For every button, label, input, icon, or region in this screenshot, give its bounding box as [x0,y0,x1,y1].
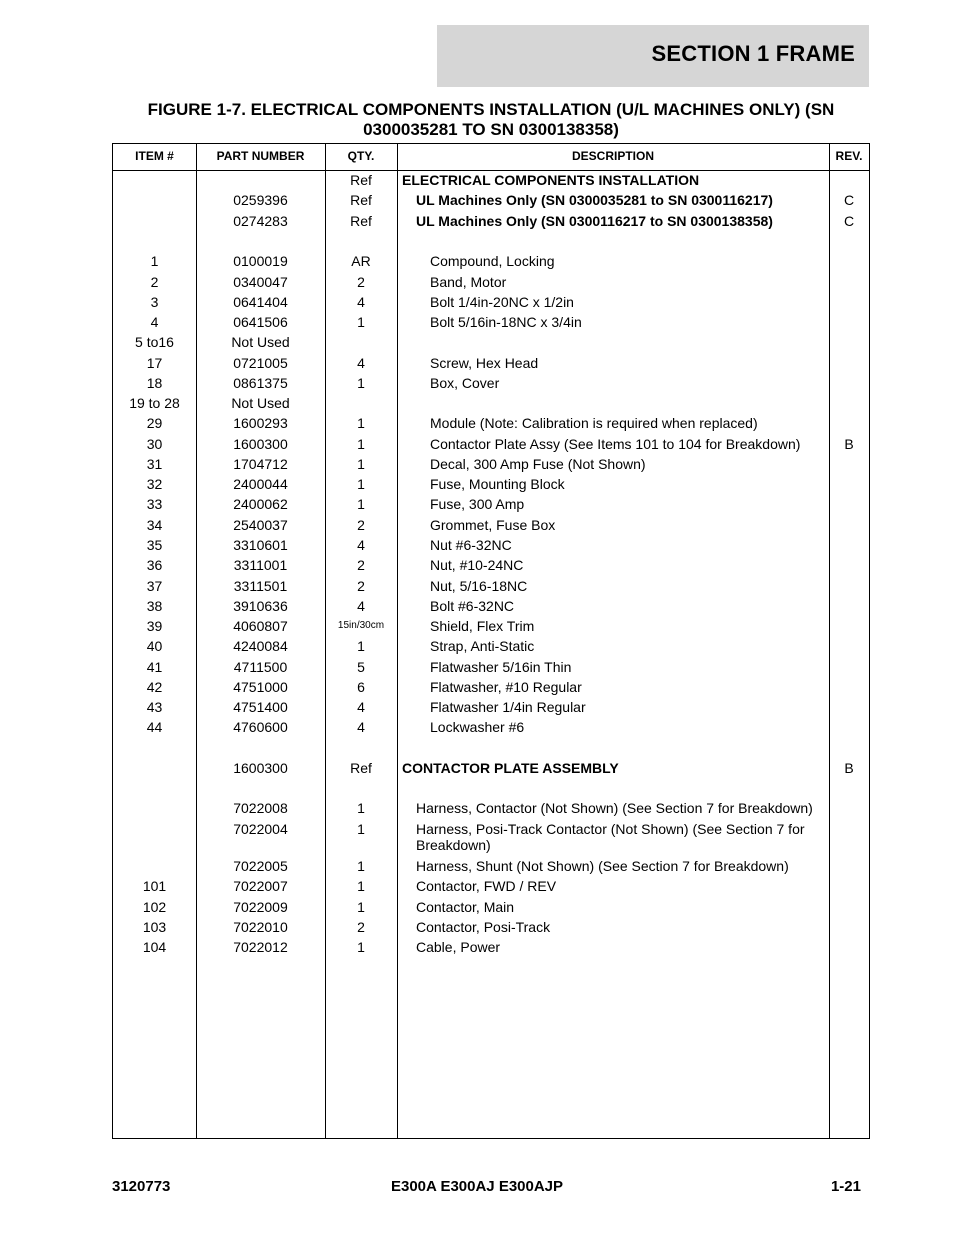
description: Screw, Hex Head [430,355,539,371]
part-number: 1600293 [233,415,288,431]
part-number: 0259396 [233,192,288,208]
description: Decal, 300 Amp Fuse (Not Shown) [430,456,646,472]
quantity: Ref [350,172,372,188]
description: Band, Motor [430,274,507,290]
part-number: 2540037 [233,517,288,533]
description: Harness, Contactor (Not Shown) (See Section 7 for Breakdown) [416,800,813,816]
item-number: 19 to 28 [129,395,180,411]
description: Contactor, FWD / REV [416,878,557,894]
part-number: 1600300 [233,760,288,776]
description: Fuse, 300 Amp [430,496,525,512]
description: ELECTRICAL COMPONENTS INSTALLATION [402,172,700,188]
part-number: Not Used [231,395,290,411]
quantity: 4 [357,699,365,715]
part-number: 0274283 [233,213,288,229]
quantity: 1 [357,456,365,472]
description: Harness, Shunt (Not Shown) (See Section 7 for Breakdown) [416,858,789,874]
quantity: 2 [357,578,365,594]
description: Cable, Power [416,939,501,955]
column-divider [829,144,830,1138]
description: Nut, #10-24NC [430,557,524,573]
quantity: 2 [357,274,365,290]
description: Bolt #6-32NC [430,598,515,614]
item-number: 3 [150,294,159,310]
item-number: 43 [146,699,163,715]
item-number: 17 [146,355,163,371]
revision: B [844,436,854,452]
quantity: 1 [357,939,365,955]
quantity: 1 [357,375,365,391]
item-number: 32 [146,476,163,492]
quantity: Ref [350,213,372,229]
quantity: AR [351,253,371,269]
part-number: 3311501 [233,578,288,594]
description: Contactor Plate Assy (See Items 101 to 104 for Breakdown) [430,436,801,452]
description: Nut, 5/16-18NC [430,578,528,594]
quantity: 1 [357,899,365,915]
quantity: 1 [357,878,365,894]
quantity: Ref [350,760,372,776]
quantity: 4 [357,719,365,735]
description: Flatwasher 1/4in Regular [430,699,586,715]
description: CONTACTOR PLATE ASSEMBLY [402,760,619,776]
item-number: 42 [146,679,163,695]
description: Strap, Anti-Static [430,638,535,654]
quantity: 1 [357,496,365,512]
column-header-item: ITEM # [135,149,174,163]
item-number: 30 [146,436,163,452]
quantity: 5 [357,659,365,675]
quantity: 4 [357,537,365,553]
part-number: 4060807 [233,618,288,634]
quantity: 1 [357,800,365,816]
quantity: 1 [357,638,365,654]
part-number: 2400062 [233,496,288,512]
item-number: 29 [146,415,163,431]
quantity: 1 [357,415,365,431]
item-number: 33 [146,496,163,512]
column-header-rev: REV. [835,149,863,163]
part-number: 4240084 [233,638,288,654]
description: UL Machines Only (SN 0300035281 to SN 0300116217) [416,192,773,208]
header-divider [113,170,869,171]
quantity: 1 [357,314,365,330]
footer-models: E300A E300AJ E300AJP [390,1178,564,1195]
description: Flatwasher 5/16in Thin [430,659,572,675]
quantity: 6 [357,679,365,695]
revision: C [843,192,855,208]
section-title: SECTION 1 FRAME [651,41,855,66]
description: UL Machines Only (SN 0300116217 to SN 0300138358) [416,213,773,229]
column-header-part-number: PART NUMBER [216,149,305,163]
description: Compound, Locking [430,253,555,269]
item-number: 34 [146,517,163,533]
part-number: 7022005 [233,858,288,874]
part-number: 0861375 [233,375,288,391]
item-number: 18 [146,375,163,391]
quantity: 1 [357,821,365,837]
part-number: 7022004 [233,821,288,837]
item-number: 2 [150,274,159,290]
item-number: 38 [146,598,163,614]
quantity: 2 [357,517,365,533]
description: Harness, Posi-Track Contactor (Not Shown) (See Section 7 for Breakdown) [416,821,805,853]
part-number: 4751000 [233,679,288,695]
description: Contactor, Posi-Track [416,919,551,935]
parts-table [112,143,870,1139]
part-number: 1600300 [233,436,288,452]
item-number: 44 [146,719,163,735]
quantity: 4 [357,598,365,614]
part-number: 7022009 [233,899,288,915]
part-number: 2400044 [233,476,288,492]
figure-title: FIGURE 1-7. ELECTRICAL COMPONENTS INSTALLATION (U/L MACHINES ONLY) (SN 0300035281 TO SN 0300138358) [147,100,835,139]
description: Module (Note: Calibration is required when replaced) [430,415,758,431]
description: Grommet, Fuse Box [430,517,556,533]
description: Contactor, Main [416,899,515,915]
item-number: 37 [146,578,163,594]
part-number: 4751400 [233,699,288,715]
item-number: 31 [146,456,163,472]
revision: B [844,760,854,776]
item-number: 35 [146,537,163,553]
item-number: 36 [146,557,163,573]
quantity: 1 [357,858,365,874]
part-number: 3311001 [233,557,288,573]
part-number: 4760600 [233,719,288,735]
quantity: 4 [357,294,365,310]
quantity: Ref [350,192,372,208]
description: Nut #6-32NC [430,537,512,553]
part-number: 0641506 [233,314,288,330]
quantity: 2 [357,919,365,935]
item-number: 40 [146,638,163,654]
column-header-qty: QTY. [347,149,375,163]
part-number: 7022010 [233,919,288,935]
description: Lockwasher #6 [430,719,525,735]
part-number: 0721005 [233,355,288,371]
part-number: Not Used [231,334,290,350]
item-number: 1 [150,253,159,269]
part-number: 7022007 [233,878,288,894]
quantity: 1 [357,476,365,492]
item-number: 101 [142,878,167,894]
footer-page-number: 1-21 [830,1178,861,1195]
quantity: 2 [357,557,365,573]
item-number: 104 [142,939,167,955]
description: Bolt 1/4in-20NC x 1/2in [430,294,574,310]
item-number: 103 [142,919,167,935]
item-number: 5 to16 [135,334,174,350]
part-number: 3310601 [233,537,288,553]
description: Fuse, Mounting Block [430,476,565,492]
part-number: 1704712 [233,456,288,472]
part-number: 4711500 [233,659,288,675]
quantity: 1 [357,436,365,452]
part-number: 7022008 [233,800,288,816]
part-number: 0100019 [233,253,288,269]
item-number: 41 [146,659,163,675]
section-banner [437,25,869,87]
description: Bolt 5/16in-18NC x 3/4in [430,314,582,330]
description: Flatwasher, #10 Regular [430,679,582,695]
quantity: 4 [357,355,365,371]
part-number: 3910636 [233,598,288,614]
item-number: 102 [142,899,167,915]
description: Box, Cover [430,375,500,391]
description: Shield, Flex Trim [430,618,535,634]
footer-doc-number: 3120773 [112,1178,171,1195]
part-number: 0641404 [233,294,288,310]
revision: C [843,213,855,229]
part-number: 7022012 [233,939,288,955]
column-header-description: DESCRIPTION [571,149,654,163]
quantity: 15in/30cm [337,620,385,631]
item-number: 39 [146,618,163,634]
item-number: 4 [150,314,159,330]
part-number: 0340047 [233,274,288,290]
